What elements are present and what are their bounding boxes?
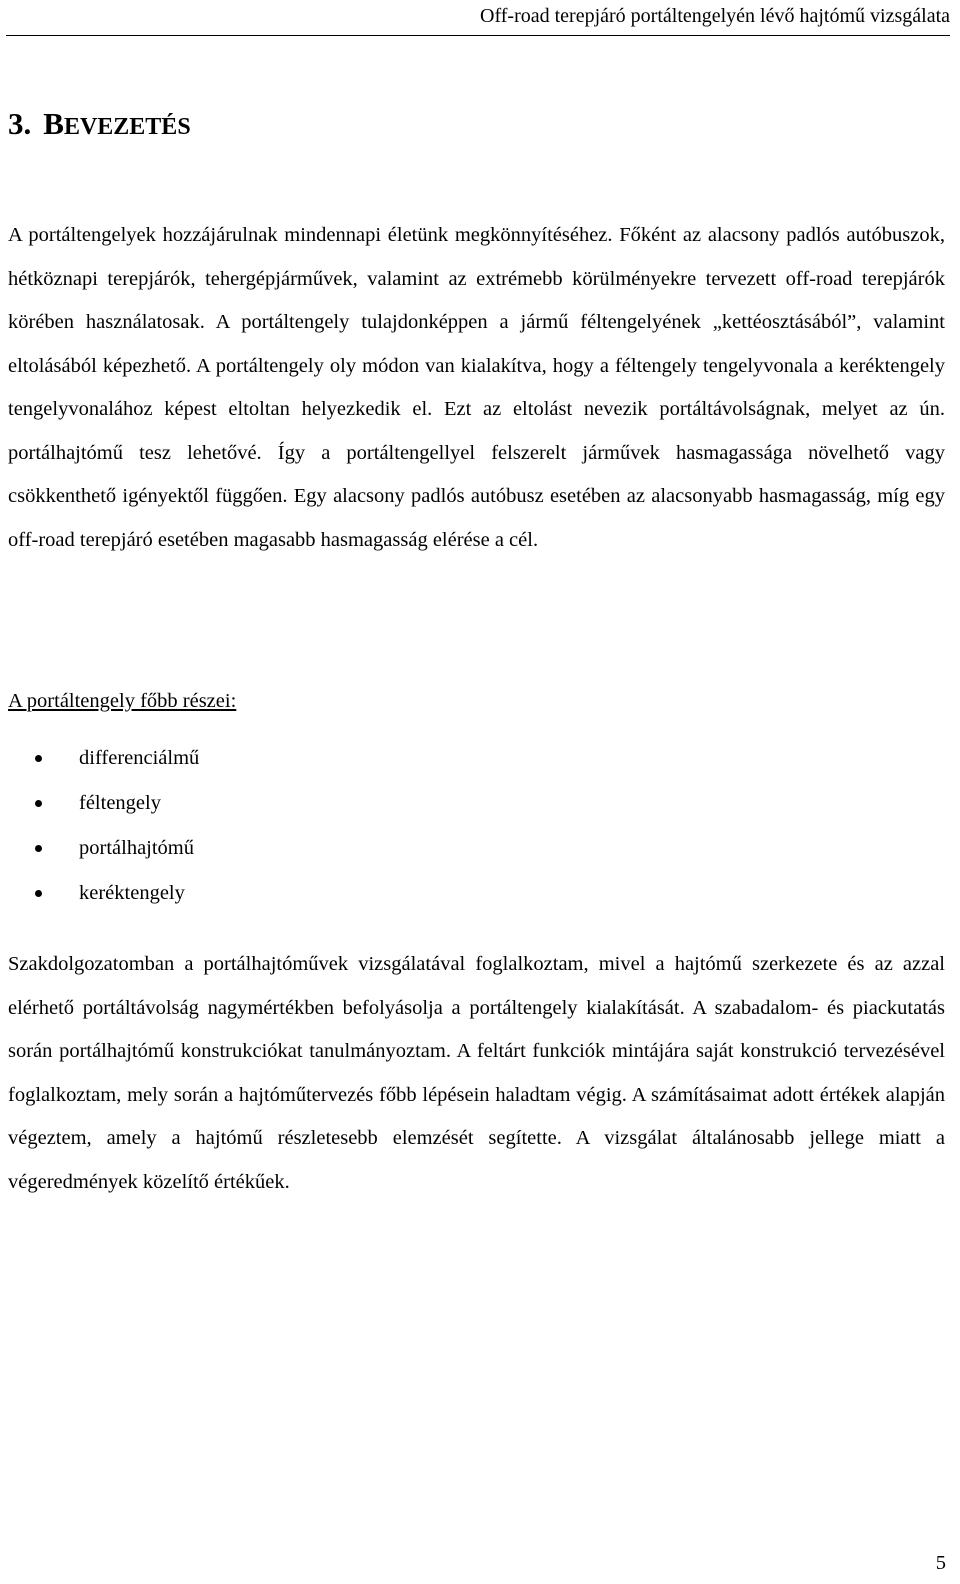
study-paragraph: Szakdolgozatomban a portálhajtóművek vizsgálatával foglalkoztam, mivel a hajtómű szerkezete és az azzal elérhető portáltávolság nagymértékben befolyásolja a portáltengely kialakítását. A szabadalom- és piackutatás során portálhajtómű konstrukciókat tanulmányoztam. A feltárt funkciók mintájára saját konstrukció tervezésével foglalkoztam, mely során a hajtóműtervezés főbb lépésein haladtam végig. A számításaimat adott értékek alapján végeztem, amely a hajtómű részletesebb elemzését segítette. A vizsgálat általánosabb jellege miatt a végeredmények közelítő értékűek.	[8, 953, 945, 1193]
list-item-label: differenciálmű	[79, 747, 200, 769]
parts-heading: A portáltengely főbb részei:	[8, 690, 237, 712]
bullet-icon	[35, 845, 42, 852]
chapter-heading	[8, 104, 191, 147]
page-number: 5	[935, 1552, 946, 1574]
bullet-icon	[35, 755, 42, 762]
chapter-number: 3.	[8, 106, 32, 141]
header-divider	[6, 35, 950, 36]
list-item-label: féltengely	[79, 792, 161, 814]
bullet-icon	[35, 890, 42, 897]
list-item-label: portálhajtómű	[79, 837, 195, 859]
chapter-title-rest: EVEZETÉS	[63, 114, 191, 140]
list-item	[0, 742, 199, 787]
list-item	[0, 832, 199, 877]
list-item	[0, 877, 199, 922]
bullet-icon	[35, 800, 42, 807]
intro-paragraph: A portáltengelyek hozzájárulnak mindennapi életünk megkönnyítéséhez. Főként az alacsony padlós autóbuszok, hétköznapi terepjárók, tehergépjárművek, valamint az extrémebb körülményekre tervezett off-road terepjárók körében használatosak. A portáltengely tulajdonképpen a jármű féltengelyének „kettéosztásából”, valamint eltolásából képezhető. A portáltengely oly módon van kialakítva, hogy a féltengely tengelyvonala a keréktengely tengelyvonalához képest eltoltan helyezkedik el. Ezt az eltolást nevezik portáltávolságnak, melyet az ún. portálhajtómű tesz lehetővé. Így a portáltengellyel felszerelt járművek hasmagassága növelhető vagy csökkenthető igényektől függően. Egy alacsony padlós autóbusz esetében az alacsonyabb hasmagasság, míg egy off-road terepjáró esetében magasabb hasmagasság elérése a cél.	[8, 224, 945, 551]
list-item-label: keréktengely	[79, 882, 185, 904]
list-item	[0, 787, 199, 832]
running-header-title: Off-road terepjáró portáltengelyén lévő hajtómű vizsgálata	[480, 5, 950, 27]
parts-list	[0, 742, 199, 922]
chapter-title-initial: B	[43, 106, 64, 141]
